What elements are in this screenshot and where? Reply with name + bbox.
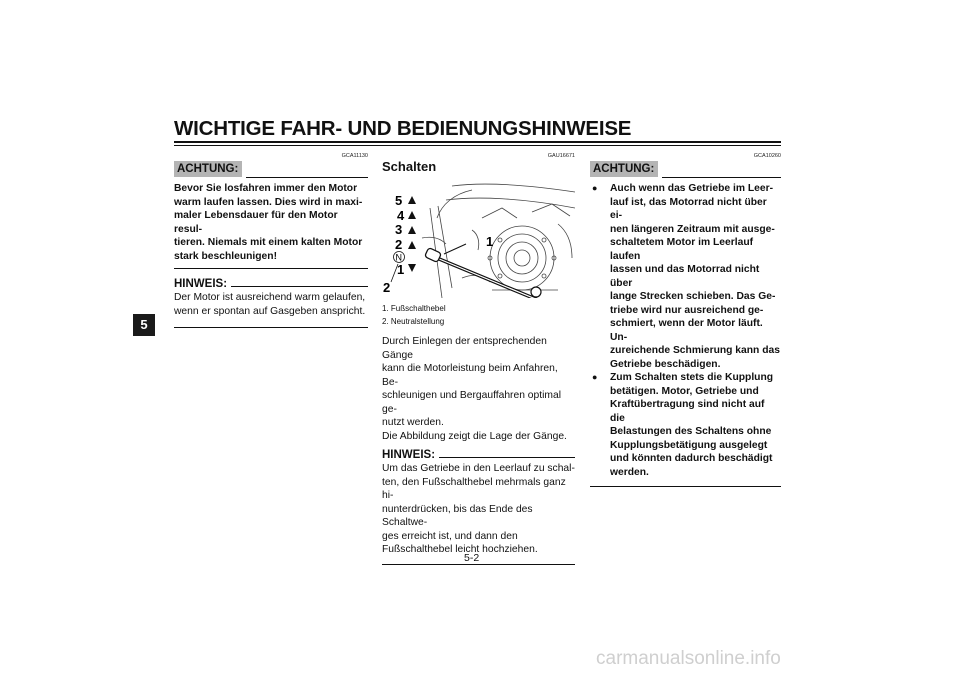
text-line: Die Abbildung zeigt die Lage der Gänge. — [382, 430, 567, 442]
text-line: ten, den Fußschalthebel mehrmals ganz hi- — [382, 476, 566, 501]
text-line: Kupplungsbetätigung ausgelegt — [610, 439, 768, 451]
text-line: schmiert, wenn der Motor läuft. Un- — [610, 318, 763, 343]
text-line: nutzt werden. — [382, 417, 444, 428]
text-line: tieren. Niemals mit einem kalten Motor — [174, 237, 363, 248]
text-line: lassen und das Motorrad nicht über — [610, 264, 760, 289]
hinweis-text — [382, 462, 575, 557]
title-rule — [174, 141, 781, 143]
text-line: werden. — [610, 466, 649, 478]
achtung-label: ACHTUNG: — [174, 161, 242, 177]
callout-2: 2 — [383, 280, 391, 295]
text-line: kann die Motorleistung beim Anfahren, Be- — [382, 363, 558, 388]
text-line: nunterdrücken, bis das Ende des Schaltwe- — [382, 503, 533, 528]
label-rule — [231, 286, 368, 287]
page-title: WICHTIGE FAHR- UND BEDIENUNGSHINWEISE — [174, 117, 632, 140]
gear-3: 3 — [395, 222, 403, 237]
section-rule — [590, 486, 781, 487]
figure-legend — [382, 302, 575, 328]
text-line: Belastungen des Schaltens ohne — [610, 426, 772, 437]
label-rule — [662, 177, 781, 178]
reference-code: GCA11130 — [341, 153, 368, 159]
reference-code: GAU16671 — [547, 153, 575, 159]
engine-drawing — [422, 184, 575, 298]
text-line: Zum Schalten stets die Kupplung — [610, 372, 774, 383]
chapter-tab: 5 — [133, 314, 155, 336]
right-column — [590, 153, 781, 487]
text-line: Kraftübertragung sind nicht auf die — [610, 399, 765, 424]
label-rule — [246, 177, 368, 178]
legend-item: 2. Neutralstellung — [382, 317, 445, 326]
text-line: maler Lebensdauer für den Motor resul- — [174, 210, 338, 235]
title-rule-thin — [174, 145, 781, 146]
label-rule — [439, 457, 575, 458]
text-line: Um das Getriebe in den Leerlauf zu schal- — [382, 463, 575, 474]
section-rule — [174, 268, 368, 269]
gear-5: 5 — [395, 193, 403, 208]
text-line: triebe wird nur ausreichend ge- — [610, 304, 764, 316]
text-line: Auch wenn das Getriebe im Leer- — [610, 183, 774, 194]
warning-bullet-list — [590, 182, 781, 479]
warning-text — [174, 182, 368, 263]
hinweis-text — [174, 291, 368, 318]
bullet-icon: ● — [592, 372, 598, 382]
left-column — [174, 153, 368, 328]
text-line: wenn er spontan auf Gasgeben anspricht. — [174, 305, 366, 317]
text-line: Durch Einlegen der entsprechenden Gänge — [382, 336, 547, 361]
gear-neutral: N — [395, 252, 402, 263]
text-line: betätigen. Motor, Getriebe und — [610, 385, 759, 397]
legend-item: 1. Fußschalthebel — [382, 304, 446, 313]
section-rule — [174, 327, 368, 328]
text-line: Fußschalthebel leicht hochziehen. — [382, 544, 538, 555]
reference-code: GCA10260 — [753, 153, 781, 159]
achtung-label: ACHTUNG: — [590, 161, 658, 177]
text-line: und könnten dadurch beschädigt — [610, 453, 773, 464]
page-number: 5-2 — [464, 552, 480, 564]
gear-1: 1 — [397, 262, 405, 277]
text-line: schleunigen und Bergauffahren optimal ge- — [382, 390, 561, 415]
text-line: lange Strecken schieben. Das Ge- — [610, 291, 776, 302]
section-heading: Schalten — [382, 159, 437, 174]
bullet-item — [590, 182, 781, 371]
text-line: warm laufen lassen. Dies wird in maxi- — [174, 196, 363, 208]
text-line: nen längeren Zeitraum mit ausge- — [610, 223, 775, 235]
text-line: Getriebe beschädigen. — [610, 358, 721, 370]
callout-1: 1 — [486, 234, 494, 249]
bullet-icon: ● — [592, 183, 598, 193]
shift-pedal-figure — [382, 178, 575, 298]
watermark: carmanualsonline.info — [596, 648, 781, 669]
text-line: Der Motor ist ausreichend warm gelaufen, — [174, 292, 366, 303]
hinweis-label: HINWEIS: — [382, 449, 436, 461]
body-text — [382, 335, 575, 443]
text-line: ges erreicht ist, und dann den — [382, 530, 518, 542]
bullet-item — [590, 371, 781, 479]
upshift-arrows-icon — [408, 196, 416, 272]
text-line: schaltetem Motor im Leerlauf laufen — [610, 237, 754, 262]
middle-column — [382, 153, 575, 565]
text-line: zureichende Schmierung kann das — [610, 345, 780, 356]
text-line: Bevor Sie losfahren immer den Motor — [174, 183, 358, 194]
text-line: lauf ist, das Motorrad nicht über ei- — [610, 196, 767, 221]
hinweis-label: HINWEIS: — [174, 278, 228, 290]
gear-4: 4 — [397, 208, 405, 223]
text-line: stark beschleunigen! — [174, 250, 277, 262]
gear-2: 2 — [395, 237, 403, 252]
